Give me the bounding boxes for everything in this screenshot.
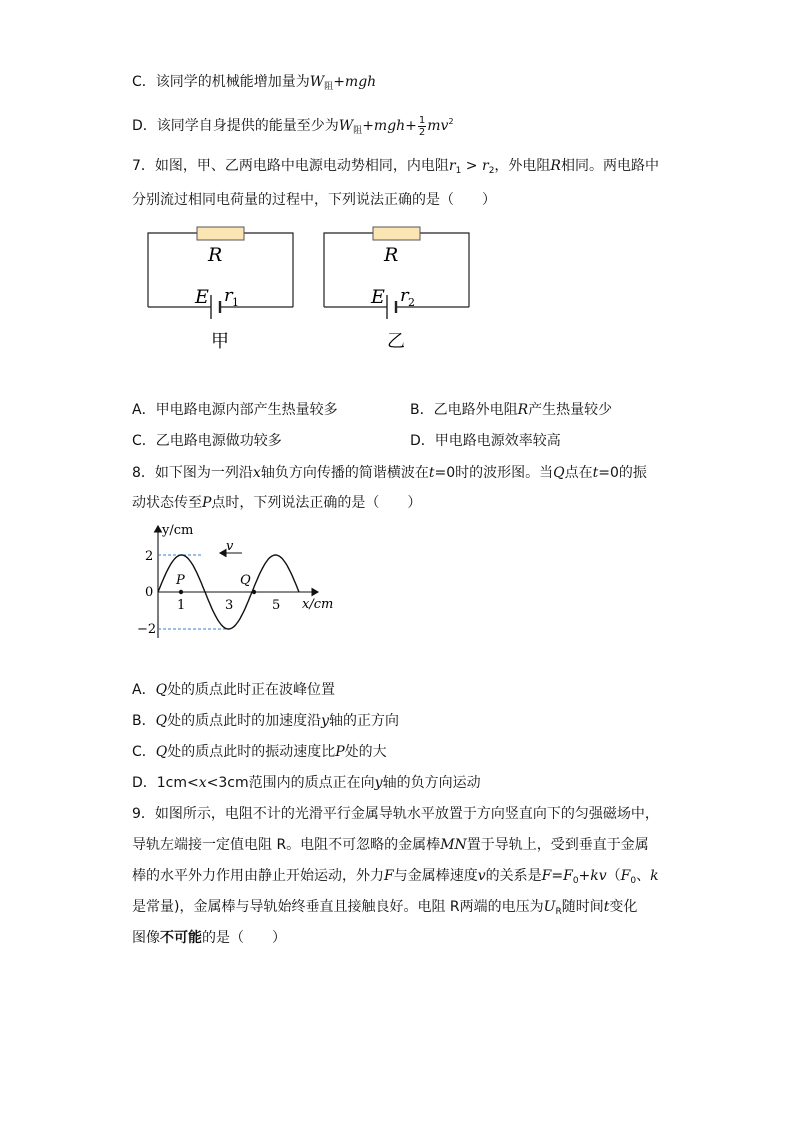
- text: 处的大: [344, 744, 387, 760]
- fraction-denominator: 2: [418, 126, 426, 138]
- label-p: P: [176, 573, 185, 588]
- label-q: Q: [240, 573, 251, 588]
- q9-stem-line2: [132, 835, 649, 855]
- circuit-name: 甲: [211, 331, 229, 352]
- text: 图像: [132, 930, 160, 946]
- subscript: R: [555, 907, 562, 917]
- q9-stem-line4: [132, 897, 637, 922]
- text: 是常量)，金属棒与导轨始终垂直且接触良好。电阻 R两端的电压为: [132, 899, 544, 915]
- text: A．: [132, 682, 156, 698]
- q7-option-a: A．甲电路电源内部产生热量较多: [132, 402, 338, 418]
- text: 的是（ ）: [202, 930, 286, 946]
- symbol-t: t: [592, 465, 599, 481]
- text: =0的振: [598, 465, 647, 481]
- x-axis-label: x/cm: [302, 597, 334, 612]
- subscript: 0: [572, 876, 579, 886]
- label-r-internal: r: [224, 285, 233, 306]
- text: 8．如下图为一列沿: [132, 465, 253, 481]
- symbol-x: x: [198, 775, 207, 791]
- symbol-mn: MN: [440, 837, 467, 853]
- text: ，外电阻: [494, 158, 551, 174]
- symbol-w: W: [309, 74, 325, 90]
- label-e: E: [195, 286, 209, 308]
- label-r-internal: r: [400, 285, 409, 306]
- text: 点在: [564, 465, 593, 481]
- text: 处的质点此时的振动速度比: [167, 744, 336, 760]
- symbol-y: y: [374, 775, 383, 791]
- subscript: 0: [630, 876, 637, 886]
- circuit-name: 乙: [387, 331, 405, 352]
- resistor: [373, 227, 420, 240]
- wave-graph: [137, 520, 350, 640]
- y-tick-neg2: −2: [137, 622, 157, 637]
- x-tick-3: 3: [225, 598, 234, 613]
- text: 变化: [609, 899, 638, 915]
- text: B．: [132, 713, 156, 729]
- formula: +mgh+: [362, 118, 417, 134]
- label-subscript: 1: [232, 296, 239, 309]
- label-r: R: [384, 244, 399, 266]
- q7-option-c: C．乙电路电源做功较多: [132, 433, 282, 449]
- q7-stem-line2: 分别流过相同电荷量的过程中，下列说法正确的是（ ）: [132, 192, 496, 208]
- subscript: 2: [488, 166, 495, 176]
- symbol-u: U: [543, 899, 556, 915]
- origin-label: 0: [145, 585, 154, 600]
- symbol-r: R: [550, 158, 561, 174]
- label-r: R: [208, 244, 223, 266]
- text: 的关系是: [485, 868, 542, 884]
- q8-stem-line1: [132, 463, 647, 483]
- q6-option-c-text: C．该同学的机械能增加量为: [132, 74, 310, 90]
- symbol-r2: r: [481, 158, 489, 174]
- text: <3cm范围内的质点正在向: [206, 775, 375, 791]
- symbol-r1: r: [448, 158, 456, 174]
- text: 轴的正方向: [329, 713, 400, 729]
- symbol-q: Q: [155, 682, 168, 698]
- point-p: [179, 590, 183, 594]
- q8-stem-line2: [132, 493, 421, 513]
- q9-stem-line1: 9．如图所示，电阻不计的光滑平行金属导轨水平放置于方向竖直向下的匀强磁场中，: [132, 806, 659, 822]
- symbol-q: Q: [155, 713, 168, 729]
- fraction: [418, 115, 426, 138]
- text: 轴负方向传播的简谐横波在: [260, 465, 429, 481]
- emphasis-text: 不可能: [160, 930, 202, 946]
- text: 、: [636, 868, 651, 884]
- text: 随时间: [561, 899, 604, 915]
- label-e: E: [371, 286, 385, 308]
- text: 点时，下列说法正确的是（ ）: [211, 495, 422, 511]
- q6-option-d: [132, 112, 454, 141]
- exponent: 2: [448, 117, 454, 126]
- q8-option-d: [132, 773, 481, 793]
- y-tick-2: 2: [145, 549, 154, 564]
- symbol-w: W: [338, 118, 354, 134]
- text: 产生热量较少: [528, 402, 613, 418]
- text: 轴的负方向运动: [382, 775, 481, 791]
- q8-option-c: [132, 742, 387, 762]
- velocity-label: v: [226, 539, 234, 554]
- symbol-t: t: [428, 465, 435, 481]
- symbol-q: Q: [553, 465, 565, 481]
- point-q: [252, 590, 256, 594]
- label-subscript: 2: [408, 296, 415, 309]
- greater-than: >: [461, 158, 482, 174]
- text: （: [606, 868, 621, 884]
- fraction-numerator: 1: [418, 114, 426, 126]
- x-tick-5: 5: [272, 598, 281, 613]
- text: 导轨左端接一定值电阻 R。电阻不可忽略的金属棒: [132, 837, 441, 853]
- text: D．1cm<: [132, 775, 199, 791]
- text: 棒的水平外力作用由静止开始运动，外力: [132, 868, 384, 884]
- text: B．乙电路外电阻: [410, 402, 518, 418]
- symbol-p: P: [202, 495, 212, 511]
- text: 处的质点此时正在波峰位置: [167, 682, 336, 698]
- q7-option-d: D．甲电路电源效率较高: [410, 433, 561, 449]
- subscript: 1: [455, 166, 462, 176]
- formula: +kv: [578, 868, 607, 884]
- subscript: 阻: [324, 82, 334, 92]
- symbol-r: R: [517, 402, 529, 418]
- x-tick-1: 1: [177, 598, 186, 613]
- q8-option-a: [132, 680, 335, 700]
- symbol-f0: F: [620, 868, 631, 884]
- q6-option-c: [132, 72, 376, 97]
- circuit-diagram-yi: [324, 225, 472, 355]
- symbol-p: P: [335, 744, 345, 760]
- symbol-y: y: [321, 713, 330, 729]
- y-axis-label: y/cm: [162, 523, 194, 538]
- q7-option-b: [410, 400, 612, 420]
- q9-stem-line3: [132, 866, 659, 891]
- resistor: [197, 227, 244, 240]
- text: 处的质点此时的加速度沿: [167, 713, 322, 729]
- text: =0时的波形图。当: [434, 465, 554, 481]
- formula: +mgh: [333, 74, 377, 90]
- symbol-t: t: [603, 899, 610, 915]
- text: 与金属棒速度: [393, 868, 478, 884]
- text: 7．如图，甲、乙两电路中电源电动势相同，内电阻: [132, 158, 449, 174]
- q8-option-b: [132, 711, 399, 731]
- symbol-x: x: [252, 465, 261, 481]
- circuit-diagram-jia: [148, 225, 296, 355]
- text: C．: [132, 744, 156, 760]
- symbol-q: Q: [155, 744, 168, 760]
- text: 置于导轨上，受到垂直于金属: [466, 837, 649, 853]
- formula: F=F: [541, 868, 573, 884]
- symbol-v: v: [477, 868, 486, 884]
- symbol-k: k: [650, 868, 659, 884]
- q9-stem-line5: [132, 928, 286, 948]
- symbol-f: F: [384, 868, 394, 884]
- q6-option-d-text: D．该同学自身提供的能量至少为: [132, 118, 339, 134]
- subscript: 阻: [353, 126, 363, 136]
- q7-stem-line1: [132, 156, 659, 181]
- text: 相同。两电路中: [560, 158, 659, 174]
- text: 动状态传至: [132, 495, 202, 511]
- formula: mv: [427, 118, 449, 134]
